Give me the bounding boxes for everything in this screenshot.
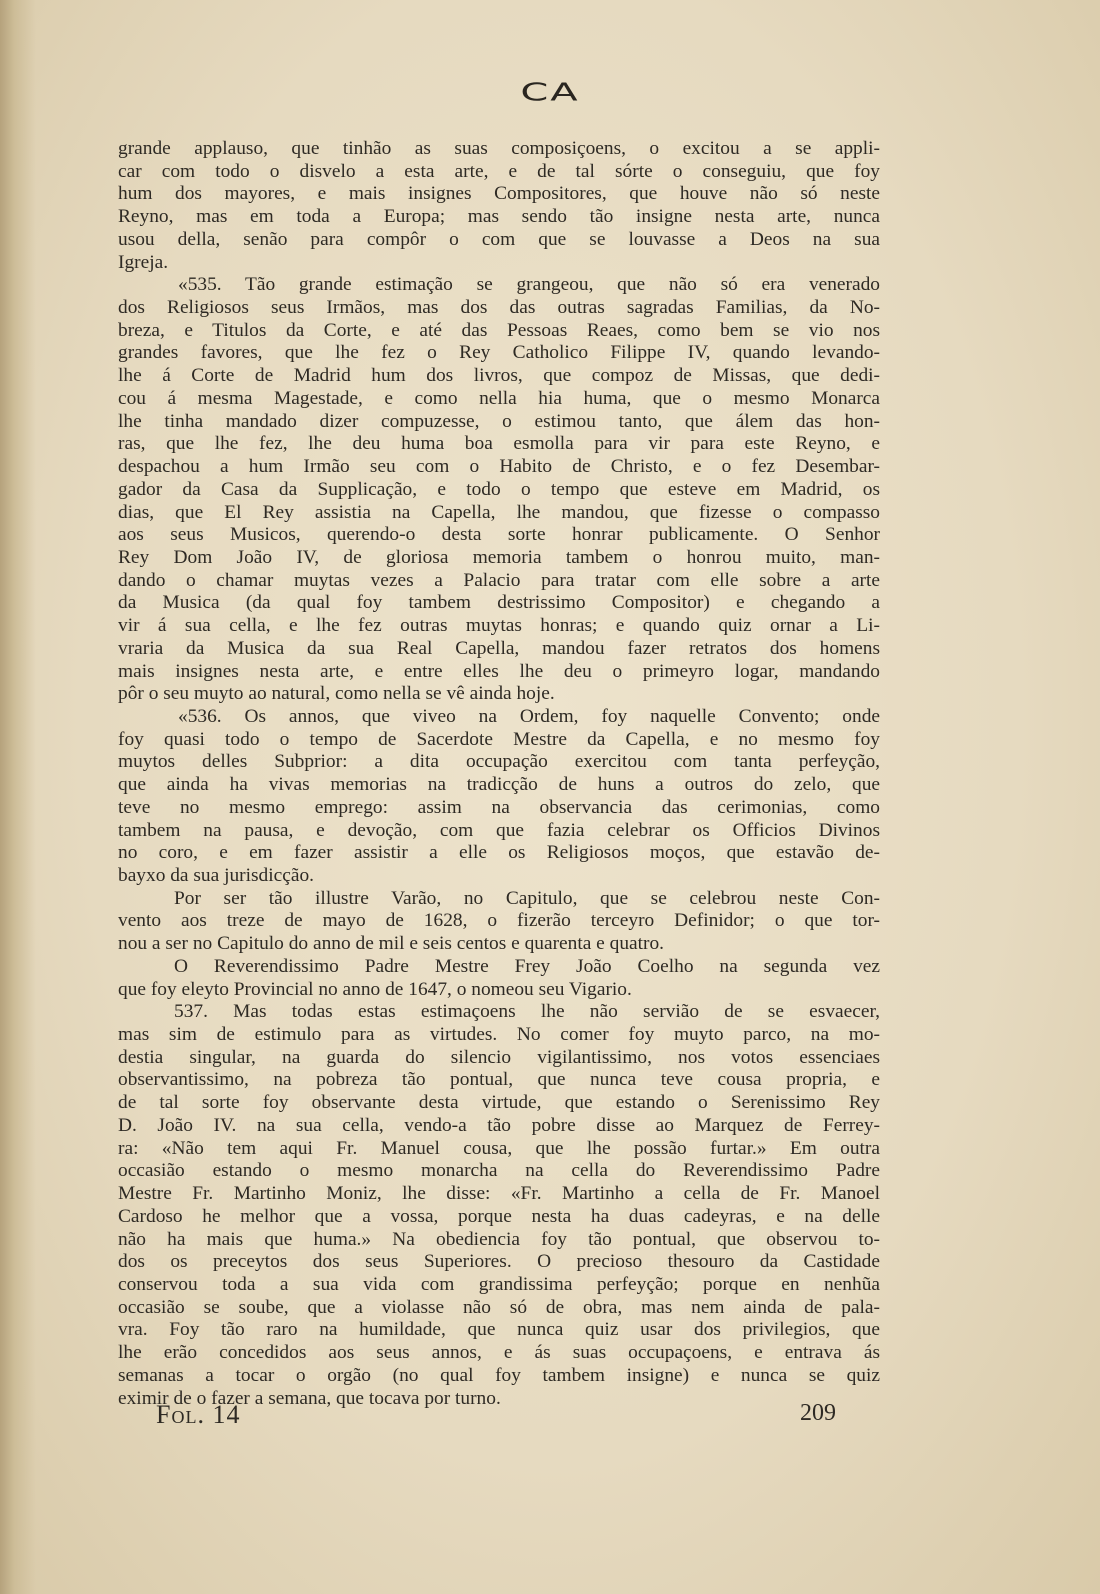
text-line: foy quasi todo o tempo de Sacerdote Mestre da Capella, e no mesmo foy	[118, 728, 880, 750]
text-line: eximir de o fazer a semana, que tocava por turno.	[118, 1387, 501, 1409]
text-line: nou a ser no Capitulo do anno de mil e seis centos e quarenta e quatro.	[118, 933, 665, 955]
text-line: que ainda ha vivas memorias na tradicção de huns a outros do zelo, que	[118, 774, 880, 796]
text-line: muytos delles Subprior: a dita occupação exercitou com tanta perfeyção,	[118, 751, 880, 773]
text-line: observantissimo, na pobreza tão pontual, que nunca teve cousa propria, e	[118, 1069, 880, 1091]
text-line: Igreja.	[118, 251, 169, 273]
text-line: car com todo o disvelo a esta arte, e de tal sórte o conseguiu, que foy	[118, 160, 880, 182]
text-line: aos seus Musicos, querendo-o desta sorte honrar publicamente. O Senhor	[118, 524, 880, 546]
text-line: vraria da Musica da sua Real Capella, mandou fazer retratos dos homens	[118, 637, 880, 659]
text-line: dos os preceytos dos seus Superiores. O precioso thesouro da Castidade	[118, 1251, 880, 1273]
text-line: mais insignes nesta arte, e entre elles lhe deu o primeyro logar, mandando	[118, 660, 880, 682]
text-line: Rey Dom João IV, de gloriosa memoria tambem o honrou muito, man-	[118, 546, 880, 568]
text-line: que foy eleyto Provincial no anno de 1647, o nomeou seu Vigario.	[118, 978, 632, 1000]
text-line: dos Religiosos seus Irmãos, mas dos das outras sagradas Familias, da No-	[118, 297, 880, 319]
text-line: cou á mesma Magestade, e como nella hia huma, que o mesmo Monarca	[118, 387, 880, 409]
running-head: CA	[520, 78, 580, 107]
text-line: despachou a hum Irmão seu com o Habito de Christo, e o fez Desembar-	[118, 456, 880, 478]
text-line: no coro, e em fazer assistir a elle os Religiosos moços, que estavão de-	[118, 842, 880, 864]
text-line: dias, que El Rey assistia na Capella, lhe mandou, que fizesse o compasso	[118, 501, 880, 523]
text-line: pôr o seu muyto ao natural, como nella se vê ainda hoje.	[118, 683, 555, 705]
text-line: Cardoso he melhor que a vossa, porque nesta ha duas cadeyras, e na delle	[118, 1205, 880, 1227]
text-line: vra. Foy tão raro na humildade, que nunca quiz usar dos privilegios, que	[118, 1319, 880, 1341]
text-line: de tal sorte foy observante desta virtude, que estando o Serenissimo Rey	[118, 1092, 880, 1114]
text-line: vir á sua cella, e lhe fez outras muytas honras; e quando quiz ornar a Li-	[118, 615, 880, 637]
text-line: bayxo da sua jurisdicção.	[118, 865, 314, 886]
text-line: tambem na pausa, e devoção, com que fazia celebrar os Officios Divinos	[118, 819, 880, 841]
text-line: semanas a tocar o orgão (no qual foy tambem insigne) e nunca se quiz	[118, 1364, 880, 1386]
text-line: lhe erão concedidos aos seus annos, e ás suas occupaçoens, e entrava ás	[118, 1342, 880, 1364]
text-line: gador da Casa da Supplicação, e todo o tempo que esteve em Madrid, os	[118, 478, 880, 500]
text-line: ras, que lhe fez, lhe deu huma boa esmolla para vir para este Reyno, e	[118, 433, 880, 455]
text-line: grande applauso, que tinhão as suas composiçoens, o excitou a se appli-	[118, 138, 880, 159]
text-line: «535. Tão grande estimação se grangeou, que não só era venerado	[178, 274, 880, 296]
text-line: lhe á Corte de Madrid hum dos livros, que compoz de Missas, que dedi-	[118, 365, 880, 387]
text-line: occasião estando o mesmo monarcha na cella do Reverendissimo Padre	[118, 1160, 880, 1182]
text-line: destia singular, na guarda do silencio vigilantissimo, nos votos essenciaes	[118, 1046, 880, 1068]
text-line: grandes favores, que lhe fez o Rey Catholico Filippe IV, quando levando-	[118, 342, 880, 364]
text-line: occasião se soube, que a violasse não só de obra, mas nem ainda de pala-	[118, 1296, 880, 1318]
text-line: Mestre Fr. Martinho Moniz, lhe disse: «Fr. Martinho a cella de Fr. Manoel	[118, 1183, 880, 1205]
text-line: mas sim de estimulo para as virtudes. No comer foy muyto parco, na mo-	[118, 1024, 880, 1046]
text-line: D. João IV. na sua cella, vendo-a tão pobre disse ao Marquez de Ferrey-	[118, 1114, 880, 1136]
page-number: 209	[800, 1400, 836, 1426]
text-line: Por ser tão illustre Varão, no Capitulo, que se celebrou neste Con-	[174, 887, 880, 909]
text-line: hum dos mayores, e mais insignes Compositores, que houve não só neste	[118, 183, 880, 205]
body-text	[118, 138, 880, 1410]
text-line: Reyno, mas em toda a Europa; mas sendo tão insigne nesta arte, nunca	[118, 206, 880, 228]
text-line: O Reverendissimo Padre Mestre Frey João Coelho na segunda vez	[174, 955, 880, 977]
text-line: teve no mesmo emprego: assim na observancia das cerimonias, como	[118, 796, 880, 818]
text-line: «536. Os annos, que viveo na Ordem, foy naquelle Convento; onde	[178, 705, 880, 727]
text-line: ra: «Não tem aqui Fr. Manuel cousa, que lhe possão furtar.» Em outra	[118, 1137, 880, 1159]
text-line: 537. Mas todas estas estimaçoens lhe não servião de se esvaecer,	[174, 1001, 880, 1023]
text-line: dando o chamar muytas vezes a Palacio para tratar com elle sobre a arte	[118, 569, 880, 591]
text-line: conservou toda a sua vida com grandissima perfeyção; porque en nenhũa	[118, 1273, 880, 1295]
text-line: lhe tinha mandado dizer compuzesse, o estimou tanto, que álem das hon-	[118, 410, 880, 432]
text-line: vento aos treze de mayo de 1628, o fizerão terceyro Definidor; o que tor-	[118, 910, 880, 932]
text-line: breza, e Titulos da Corte, e até das Pessoas Reaes, como bem se vio nos	[118, 319, 880, 341]
text-line: não ha mais que huma.» Na obediencia foy tão pontual, que observou to-	[118, 1228, 880, 1250]
text-line: usou della, senão para compôr o com que se louvasse a Deos na sua	[118, 228, 880, 250]
binding-shadow	[0, 0, 36, 1594]
signature-mark: Fol. 14	[156, 1400, 241, 1429]
text-line: da Musica (da qual foy tambem destrissimo Compositor) e chegando a	[118, 592, 880, 614]
